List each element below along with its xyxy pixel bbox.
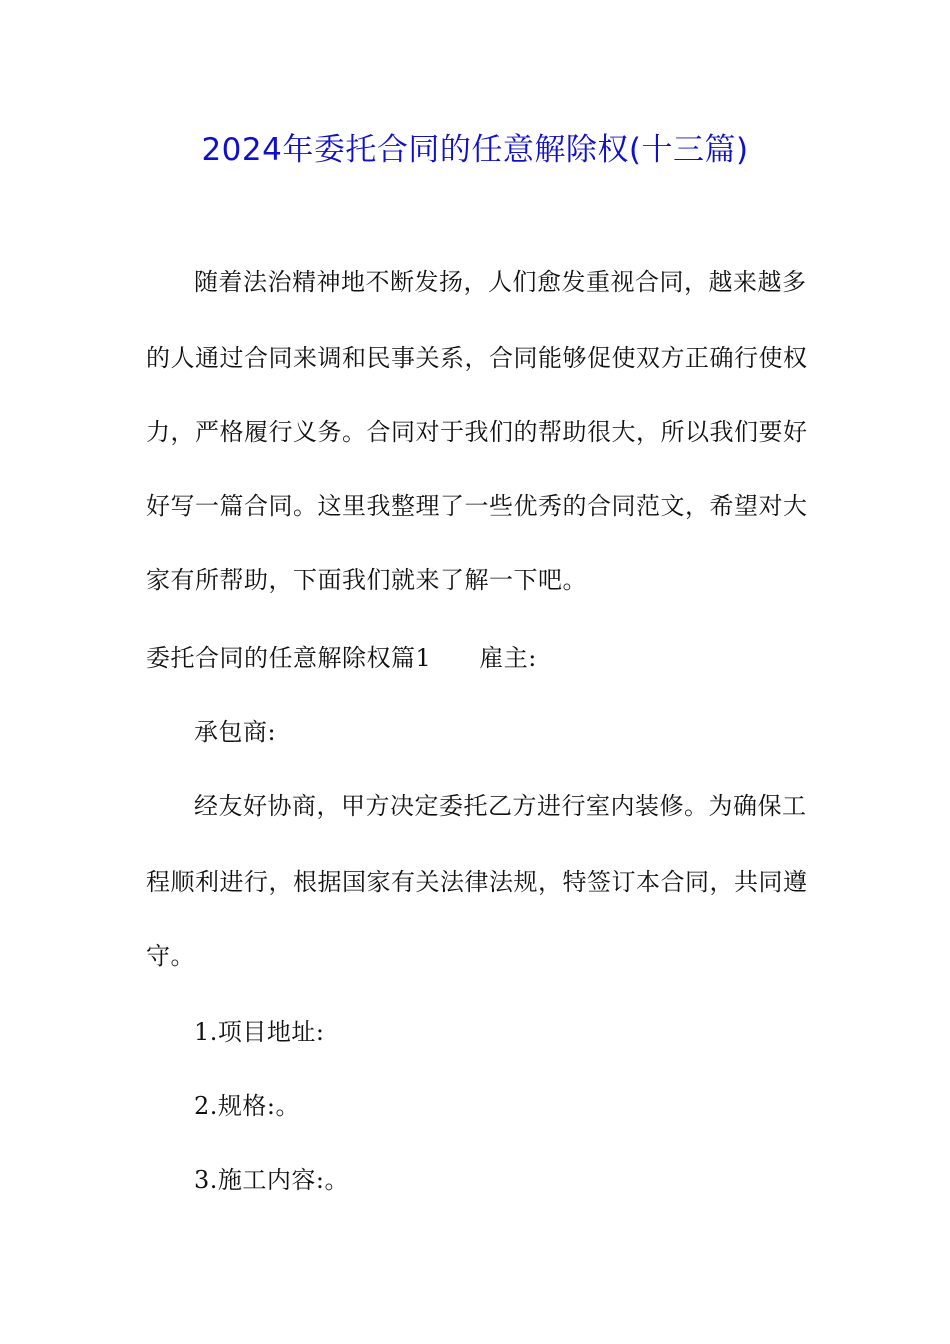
list-item: 3.施工内容:。 xyxy=(194,1166,349,1194)
employer-label: 雇主: xyxy=(479,644,537,672)
intro-line: 的人通过合同来调和民事关系，合同能够促使双方正确行使权 xyxy=(146,344,808,372)
list-item: 2.规格:。 xyxy=(194,1092,300,1120)
contractor-label: 承包商: xyxy=(194,718,277,746)
section-heading: 委托合同的任意解除权篇1 xyxy=(146,644,432,672)
body-line: 程顺利进行，根据国家有关法律法规，特签订本合同，共同遵 xyxy=(146,868,808,896)
intro-line: 力，严格履行义务。合同对于我们的帮助很大，所以我们要好 xyxy=(146,418,808,446)
body-line: 守。 xyxy=(146,942,195,970)
list-item: 1.项目地址: xyxy=(194,1018,325,1046)
intro-line: 家有所帮助，下面我们就来了解一下吧。 xyxy=(146,566,587,594)
section-heading-row xyxy=(146,640,806,676)
document-title: 2024年委托合同的任意解除权(十三篇) xyxy=(201,132,749,168)
intro-line: 随着法治精神地不断发扬，人们愈发重视合同，越来越多 xyxy=(194,268,807,296)
body-line: 经友好协商，甲方决定委托乙方进行室内装修。为确保工 xyxy=(194,792,807,820)
intro-line: 好写一篇合同。这里我整理了一些优秀的合同范文，希望对大 xyxy=(146,492,808,520)
